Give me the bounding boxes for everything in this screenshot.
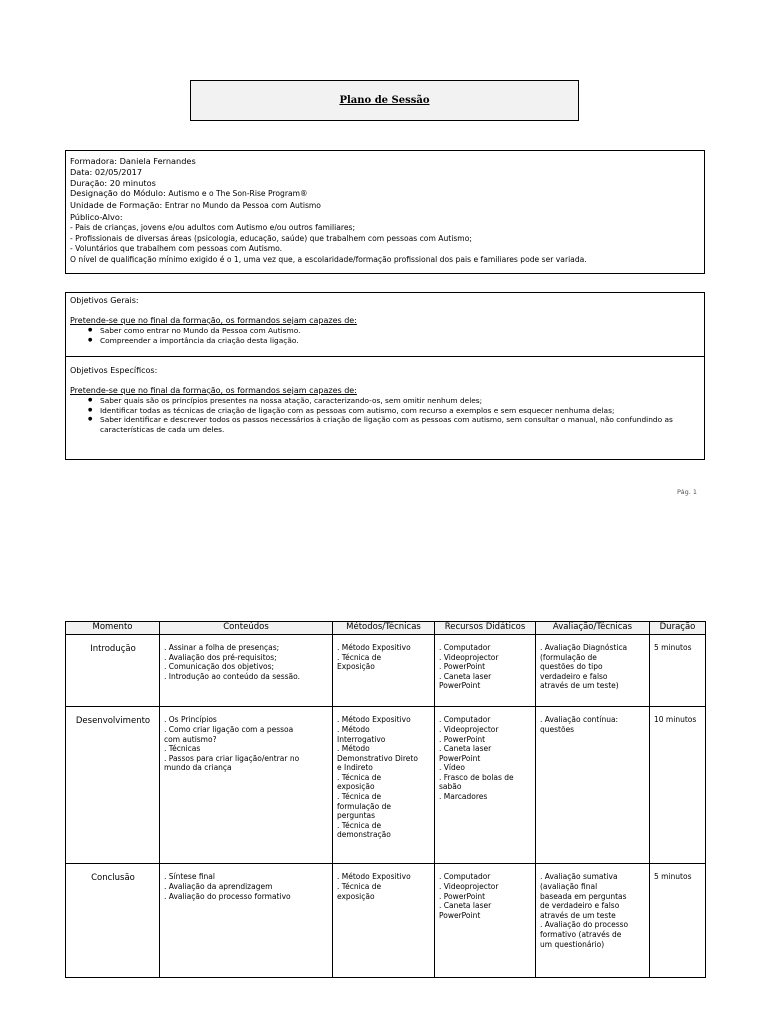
cell-line: . Vídeo <box>439 763 465 773</box>
cell-line: . Frasco de bolas de <box>439 772 514 782</box>
column-header: Momento <box>66 622 160 635</box>
unit-label: Unidade de Formação: <box>70 200 163 211</box>
cell-line: . Síntese final <box>164 872 215 882</box>
recursos-cell <box>435 635 536 707</box>
target-audience-label: Público-Alvo: <box>70 211 123 222</box>
cell-line: . Computador <box>439 643 491 652</box>
cell-line: PowerPoint <box>439 681 481 691</box>
training-unit <box>70 200 699 212</box>
cell-line: . Técnica de <box>337 772 382 782</box>
objectives-box <box>65 292 705 460</box>
cell-line: com autismo? <box>164 734 217 744</box>
cell-line: . Técnicas <box>164 744 201 754</box>
cell-line: Exposição <box>337 662 375 672</box>
specific-objectives <box>66 357 704 434</box>
cell-line: exposição <box>337 891 375 901</box>
cell-line: . Passos para criar ligação/entrar no <box>164 753 300 763</box>
column-header: Avaliação/Técnicas <box>536 622 650 635</box>
cell-line: . Computador <box>439 715 491 725</box>
cell-line: . Caneta laser <box>439 671 492 681</box>
session-plan-table <box>65 621 706 978</box>
table-header-row <box>66 622 706 635</box>
cell-line: . Avaliação do processo <box>540 920 629 930</box>
cell-line: através de um teste <box>540 910 616 920</box>
duration-cell: 5 minutos <box>650 864 706 978</box>
cell-line: um questionário) <box>540 939 605 949</box>
audience-item: - Pais de crianças, jovens e/ou adultos com Autismo e/ou outros familiares; <box>70 222 356 232</box>
cell-line: . Avaliação contínua: <box>540 715 619 725</box>
cell-line: demonstração <box>337 830 391 840</box>
cell-line: . Videoprojector <box>439 652 499 662</box>
cell-line: . Método <box>337 744 370 754</box>
conteudos-cell <box>160 864 333 978</box>
cell-line: . Videoprojector <box>439 881 499 891</box>
cell-line: mundo da criança <box>164 763 232 773</box>
avaliacao-cell <box>536 864 650 978</box>
cell-line: Demonstrativo Direto <box>337 753 418 763</box>
cell-line: formativo (através de <box>540 929 622 939</box>
duration-cell: 5 minutos <box>650 635 706 707</box>
module-value: Autismo e o The Son-Rise Program® <box>168 189 308 199</box>
cell-line: . Avaliação sumativa <box>540 872 618 882</box>
cell-line: . Avaliação do processo formativo <box>164 891 291 901</box>
cell-line: . Introdução ao conteúdo da sessão. <box>164 671 300 681</box>
cell-line: (formulação de <box>540 652 597 662</box>
cell-line: . Os Princípios <box>164 715 217 725</box>
list-item: ● Saber identificar e descrever todos os passos necessários à criação de ligação com as pessoas com autismo, sem consultar o manual, não confundindo as características de cada um deles. <box>100 415 700 434</box>
list-item: ● Compreender a importância da criação desta ligação. <box>100 336 700 346</box>
cell-line: . Avaliação dos pré-requisitos; <box>164 652 277 662</box>
cell-line: questões <box>540 724 575 734</box>
avaliacao-cell <box>536 635 650 707</box>
column-header: Métodos/Técnicas <box>333 622 435 635</box>
qualification-level: O nível de qualificação mínimo exigido é o 1, uma vez que, a escolaridade/formação profissional dos pais e familiares pode ser variada. <box>70 255 587 265</box>
cell-line: . Método <box>337 724 370 734</box>
unit-value: Entrar no Mundo da Pessoa com Autismo <box>164 201 321 211</box>
moment-cell: Introdução <box>66 635 160 707</box>
table-row <box>66 635 706 707</box>
general-objectives-list <box>70 326 700 345</box>
column-header: Conteúdos <box>160 622 333 635</box>
cell-line: . PowerPoint <box>439 734 486 744</box>
cell-line: exposição <box>337 782 375 792</box>
cell-line: . Método Expositivo <box>337 715 411 725</box>
cell-line: perguntas <box>337 811 376 821</box>
cell-line: PowerPoint <box>439 753 481 763</box>
cell-line: . Caneta laser <box>439 744 492 754</box>
cell-line: verdadeiro e falso <box>540 671 608 681</box>
audience-item: - Voluntários que trabalhem com pessoas com Autismo. <box>70 244 283 254</box>
cell-line: . Método Expositivo <box>337 643 411 652</box>
cell-line: através de um teste) <box>540 681 619 691</box>
specific-objectives-heading: Objetivos Específicos: <box>70 366 158 375</box>
list-item: ● Identificar todas as técnicas de criação de ligação com as pessoas com autismo, com recurso a exemplos e sem esquecer nenhuma delas; <box>100 406 700 416</box>
conteudos-cell <box>160 635 333 707</box>
moment-cell: Desenvolvimento <box>66 707 160 864</box>
specific-objectives-intro: Pretende-se que no final da formação, os formandos sejam capazes de: <box>70 386 357 395</box>
cell-line: Interrogativo <box>337 734 386 744</box>
cell-line: . Avaliação da aprendizagem <box>164 881 273 891</box>
metodos-cell <box>333 635 435 707</box>
session-date: Data: 02/05/2017 <box>70 166 143 177</box>
cell-line: . PowerPoint <box>439 891 486 901</box>
cell-line: . Computador <box>439 872 491 882</box>
column-header: Duração <box>650 622 706 635</box>
cell-line: . Como criar ligação com a pessoa <box>164 724 294 734</box>
cell-line: . Técnica de <box>337 820 382 830</box>
avaliacao-cell <box>536 707 650 864</box>
table-row <box>66 864 706 978</box>
cell-line: . Caneta laser <box>439 901 492 911</box>
cell-line: formulação de <box>337 801 391 811</box>
cell-line: de verdadeiro e falso <box>540 901 620 911</box>
table-row <box>66 707 706 864</box>
cell-line: baseada em perguntas <box>540 891 627 901</box>
cell-line: e Indireto <box>337 763 373 773</box>
cell-line: sabão <box>439 782 462 792</box>
trainer: Formadora: Daniela Fernandes <box>70 156 196 166</box>
list-item: ● Saber como entrar no Mundo da Pessoa com Autismo. <box>100 326 700 336</box>
cell-line: . Técnica de <box>337 792 382 802</box>
session-duration: Duração: 20 minutos <box>70 177 156 188</box>
cell-line: PowerPoint <box>439 910 481 920</box>
general-objectives-intro: Pretende-se que no final da formação, os formandos sejam capazes de: <box>70 316 357 325</box>
cell-line: . PowerPoint <box>439 662 486 672</box>
document-title-box <box>190 80 579 121</box>
module-label: Designação do Módulo: <box>70 188 166 199</box>
recursos-cell <box>435 707 536 864</box>
cell-line: . Marcadores <box>439 792 488 802</box>
specific-objectives-list <box>70 396 700 434</box>
general-objectives-heading: Objetivos Gerais: <box>70 296 139 305</box>
document-title: Plano de Sessão <box>339 95 430 106</box>
cell-line: . Avaliação Diagnóstica <box>540 643 628 652</box>
cell-line: . Videoprojector <box>439 724 499 734</box>
cell-line: . Comunicação dos objetivos; <box>164 662 275 672</box>
cell-line: . Assinar a folha de presenças; <box>164 643 280 652</box>
module-designation <box>70 188 699 200</box>
recursos-cell <box>435 864 536 978</box>
cell-line: questões do tipo <box>540 662 603 672</box>
metodos-cell <box>333 707 435 864</box>
general-objectives <box>66 293 704 357</box>
column-header: Recursos Didáticos <box>435 622 536 635</box>
audience-item: - Profissionais de diversas áreas (psicologia, educação, saúde) que trabalhem com pessoas com Autismo; <box>70 233 472 243</box>
cell-line: . Técnica de <box>337 652 382 662</box>
metodos-cell <box>333 864 435 978</box>
moment-cell: Conclusão <box>66 864 160 978</box>
cell-line: (avaliação final <box>540 881 598 891</box>
page-number: Pág. 1 <box>677 488 698 496</box>
duration-cell: 10 minutos <box>650 707 706 864</box>
cell-line: . Técnica de <box>337 881 382 891</box>
cell-line: . Método Expositivo <box>337 872 411 882</box>
list-item: ● Saber quais são os princípios presentes na nossa atação, caracterizando-os, sem omitir nenhum deles; <box>100 396 700 406</box>
conteudos-cell <box>160 707 333 864</box>
session-info-box <box>65 150 705 274</box>
